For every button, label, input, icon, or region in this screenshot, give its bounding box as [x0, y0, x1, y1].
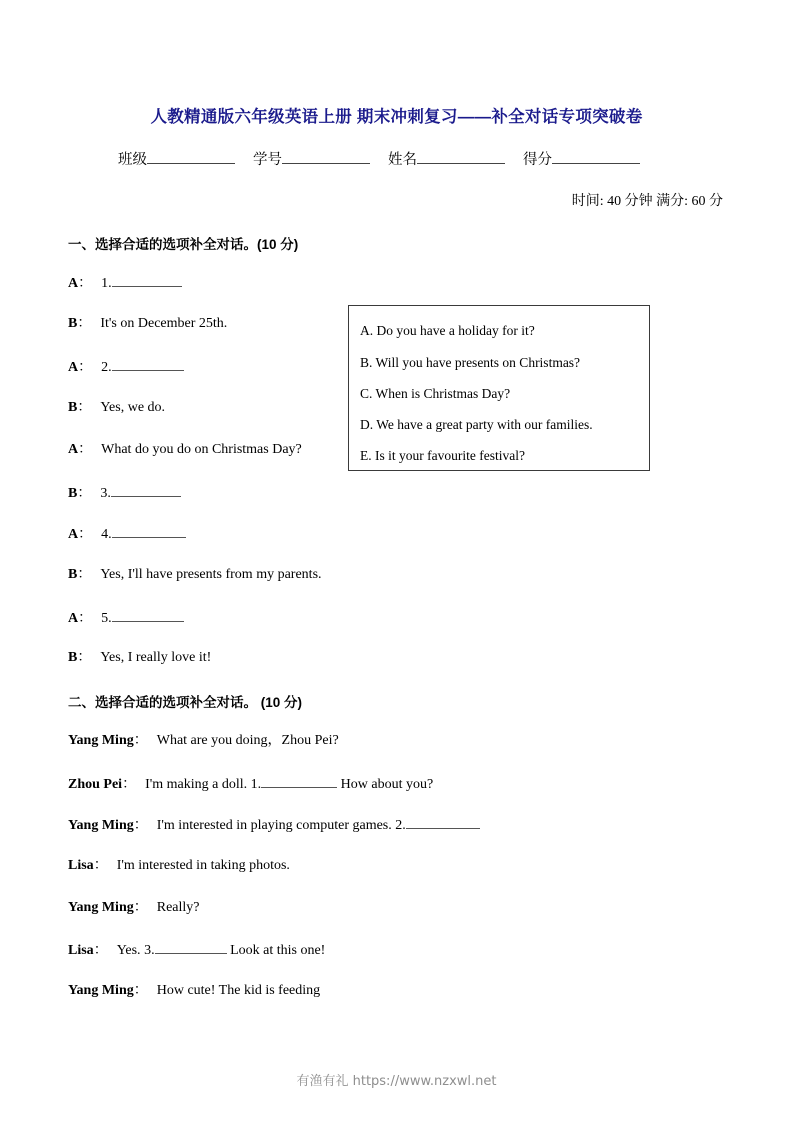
footer-watermark: 有渔有礼 https://www.nzxwl.net	[296, 1074, 497, 1089]
dialogue-text: Yes.	[116, 943, 141, 958]
dialogue-text: What are you doing，Zhou Pei?	[156, 733, 339, 748]
dialogue-text: It's on December 25th.	[100, 316, 228, 331]
dialogue-text: What do you do on Christmas Day?	[101, 442, 302, 457]
speaker-colon: ：	[133, 818, 148, 833]
speaker-colon: ：	[78, 611, 93, 626]
question-number: 1.	[247, 777, 262, 792]
speaker-label: B	[68, 400, 78, 415]
speaker-colon: ：	[133, 900, 148, 915]
answer-blank[interactable]	[261, 775, 337, 788]
speaker-label: A	[68, 276, 79, 291]
dialogue-line	[68, 900, 200, 917]
class-blank[interactable]	[147, 150, 235, 164]
speaker-colon: ：	[93, 943, 108, 958]
dialogue-line	[68, 733, 339, 750]
question-number: 3.	[140, 943, 155, 958]
class-field[interactable]	[118, 148, 235, 169]
question-number: 1.	[101, 276, 112, 291]
speaker-colon: ：	[133, 983, 148, 998]
option-item[interactable]: E. Is it your favourite festival?	[360, 448, 525, 463]
dialogue-text: I'm making a doll.	[145, 777, 248, 792]
dialogue-line	[68, 400, 165, 417]
name-field[interactable]	[388, 148, 505, 169]
speaker-label: Yang Ming	[68, 733, 134, 748]
dialogue-text: I'm interested in taking photos.	[116, 858, 290, 873]
speaker-label: B	[68, 567, 78, 582]
question-number: 2.	[101, 360, 112, 375]
speaker-colon: ：	[93, 858, 108, 873]
answer-blank[interactable]	[112, 358, 184, 371]
dialogue-line	[68, 567, 322, 584]
speaker-colon: ：	[122, 777, 137, 792]
option-item[interactable]: C. When is Christmas Day?	[360, 386, 511, 401]
dialogue-line	[68, 358, 184, 377]
dialogue-text: Really?	[156, 900, 200, 915]
dialogue-line	[68, 941, 325, 960]
dialogue-text: Yes, I really love it!	[100, 650, 212, 665]
question-number: 4.	[101, 527, 112, 542]
speaker-label: Yang Ming	[68, 900, 134, 915]
speaker-label: Zhou Pei	[68, 777, 123, 792]
speaker-colon: ：	[133, 733, 148, 748]
speaker-colon: ：	[77, 486, 92, 501]
score-blank[interactable]	[552, 150, 640, 164]
speaker-label: A	[68, 611, 79, 626]
speaker-label: A	[68, 527, 79, 542]
question-number: 2.	[391, 818, 406, 833]
name-label: 姓名	[388, 152, 417, 168]
name-blank[interactable]	[417, 150, 505, 164]
answer-blank[interactable]	[112, 525, 186, 538]
speaker-colon: ：	[77, 316, 92, 331]
section-1-heading: 一、选择合适的选项补全对话。(10 分)	[68, 237, 299, 252]
dialogue-line	[68, 525, 186, 544]
exam-time-total: 时间: 40 分钟 满分: 60 分	[571, 194, 723, 209]
answer-blank[interactable]	[112, 609, 184, 622]
dialogue-text-tail: How about you?	[337, 777, 434, 792]
dialogue-line	[68, 816, 480, 835]
speaker-colon: ：	[78, 360, 93, 375]
speaker-colon: ：	[78, 442, 93, 457]
answer-blank[interactable]	[111, 484, 181, 497]
speaker-label: A	[68, 442, 79, 457]
speaker-label: Lisa	[68, 858, 94, 873]
dialogue-line	[68, 983, 320, 1000]
speaker-colon: ：	[77, 650, 92, 665]
speaker-label: A	[68, 360, 79, 375]
speaker-label: B	[68, 650, 78, 665]
question-number: 3.	[100, 486, 111, 501]
dialogue-text: Yes, we do.	[100, 400, 166, 415]
answer-blank[interactable]	[155, 941, 227, 954]
section-2-heading: 二、选择合适的选项补全对话。 (10 分)	[68, 695, 303, 710]
speaker-label: Yang Ming	[68, 983, 134, 998]
answer-blank[interactable]	[406, 816, 480, 829]
options-box	[348, 305, 650, 471]
speaker-colon: ：	[77, 400, 92, 415]
student-no-blank[interactable]	[282, 150, 370, 164]
option-item[interactable]: B. Will you have presents on Christmas?	[360, 355, 581, 370]
dialogue-line	[68, 650, 211, 667]
dialogue-text: How cute! The kid is feeding	[156, 983, 321, 998]
question-number: 5.	[101, 611, 112, 626]
dialogue-line	[68, 316, 227, 333]
score-label: 得分	[523, 152, 552, 168]
option-item[interactable]: A. Do you have a holiday for it?	[360, 323, 535, 338]
dialogue-text: Yes, I'll have presents from my parents.	[100, 567, 322, 582]
student-no-field[interactable]	[253, 148, 370, 169]
page-title: 人教精通版六年级英语上册 期末冲刺复习——补全对话专项突破卷	[150, 108, 643, 126]
score-field[interactable]	[523, 148, 640, 169]
dialogue-line	[68, 775, 433, 794]
speaker-label: B	[68, 486, 78, 501]
speaker-label: Yang Ming	[68, 818, 134, 833]
student-info-line	[118, 148, 640, 169]
dialogue-text-tail: Look at this one!	[226, 943, 326, 958]
dialogue-line	[68, 858, 290, 875]
answer-blank[interactable]	[112, 274, 182, 287]
dialogue-line	[68, 442, 302, 459]
dialogue-line	[68, 274, 182, 293]
option-item[interactable]: D. We have a great party with our families.	[360, 417, 593, 432]
dialogue-text: I'm interested in playing computer games.	[156, 818, 392, 833]
class-label: 班级	[118, 152, 147, 168]
speaker-colon: ：	[77, 567, 92, 582]
speaker-colon: ：	[78, 276, 93, 291]
speaker-label: B	[68, 316, 78, 331]
speaker-label: Lisa	[68, 943, 94, 958]
dialogue-line	[68, 484, 181, 503]
speaker-colon: ：	[78, 527, 93, 542]
student-no-label: 学号	[253, 152, 282, 168]
dialogue-line	[68, 609, 184, 628]
